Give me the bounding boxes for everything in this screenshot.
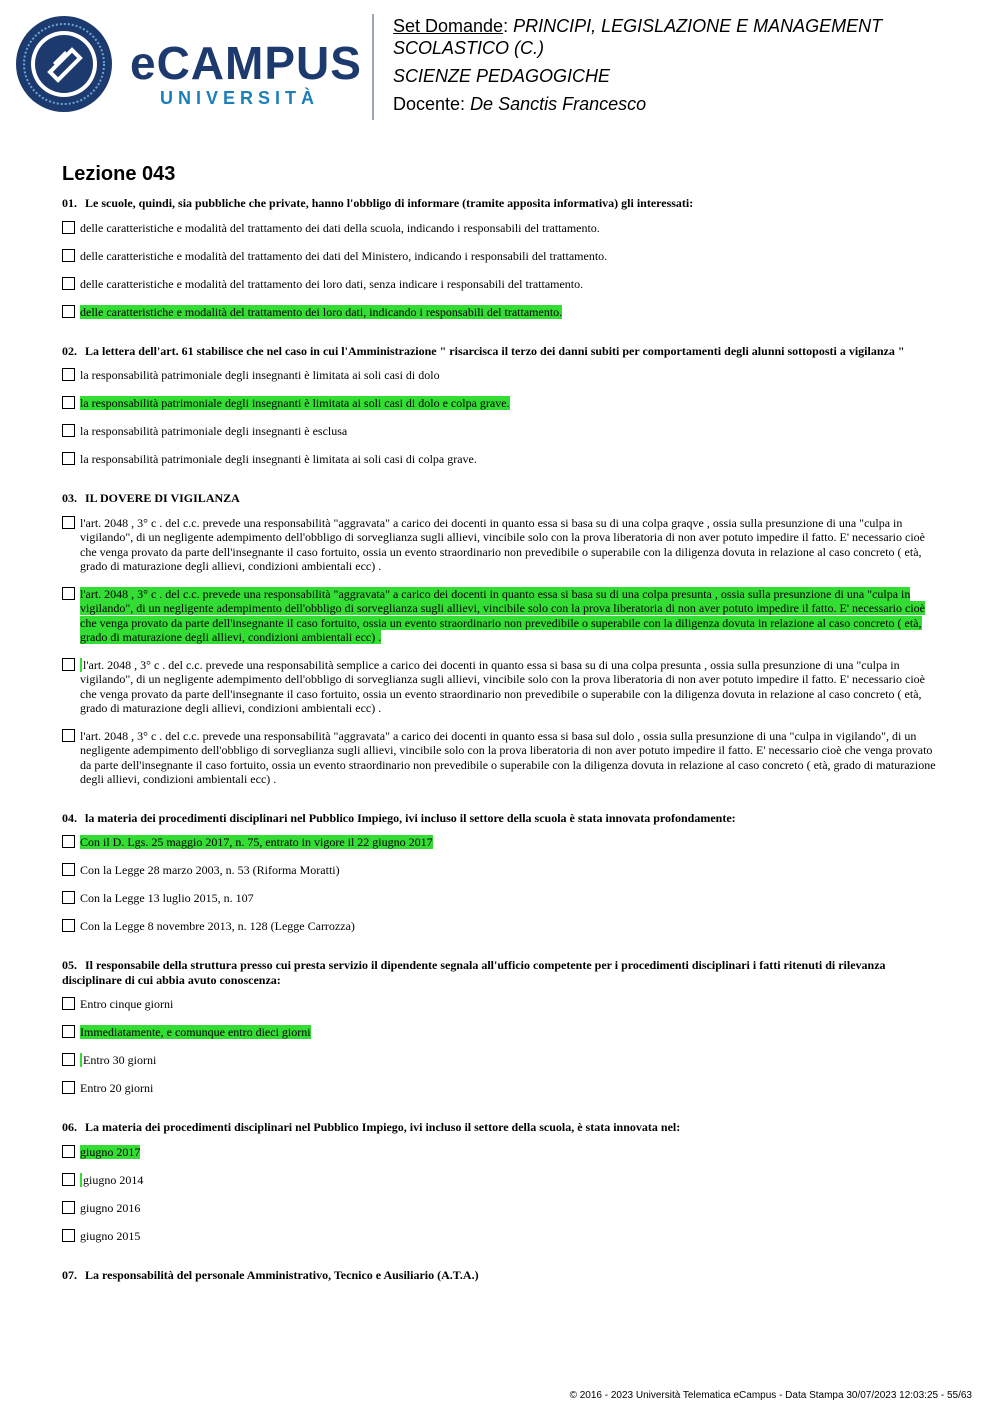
answer-text: giugno 2015 [80,1228,141,1243]
answer-checkbox[interactable] [62,1145,75,1158]
answer-checkbox[interactable] [62,1229,75,1242]
answer-text: giugno 2014 [83,1172,144,1187]
answer-text: l'art. 2048 , 3° c . del c.c. prevede una responsabilità semplice a carico dei docenti in quanto essa si basa su di una colpa presunta , ossia sulla presunzione di una "culpa in vigilando", di un negligente adempimento dell'obbligo di sorveglianza sugli allievi, vincibile solo con la prova liberatoria di non aver potuto impedire il fatto. E' necessario cioè che venga provato da parte dell'insegnante il caso fortuito, ossia un evento straordinario non prevedibile o superabile con la diligenza dovuta in relazione al caso concreto ( età, grado di maturazione degli allievi, condizioni ambientali ecc) . [80,657,925,715]
set-label: Set Domande [393,16,504,36]
answer-text: Con la Legge 13 luglio 2015, n. 107 [80,891,254,905]
answer-option [62,919,938,934]
answer-text: la responsabilità patrimoniale degli insegnanti è esclusa [80,424,348,438]
answer-checkbox[interactable] [62,1081,75,1094]
ecampus-seal-icon [14,14,114,114]
answer-text: Entro 20 giorni [80,1081,154,1095]
header-divider [372,14,374,120]
question-text: 03. IL DOVERE DI VIGILANZA [62,491,240,505]
answer-text-highlighted: giugno 2017 [80,1144,141,1159]
answer-checkbox[interactable] [62,919,75,932]
question-04 [62,811,938,935]
answer-checkbox[interactable] [62,1053,75,1066]
answer-checkbox[interactable] [62,891,75,904]
answer-checkbox[interactable] [62,305,75,318]
question-text: 02. La lettera dell'art. 61 stabilisce che nel caso in cui l'Amministrazione " risarcisca il terzo dei danni subiti per comportamenti degli alunni sottoposti a vigilanza " [62,343,905,358]
answer-option-correct [62,1145,938,1160]
header-info [393,15,983,121]
answer-text-highlighted: Con il D. Lgs. 25 maggio 2017, n. 75, entrato in vigore il 22 giugno 2017 [80,835,433,849]
answer-checkbox[interactable] [62,1173,75,1186]
answer-option [62,997,938,1012]
answer-option [62,368,938,383]
answer-checkbox[interactable] [62,249,75,262]
answer-checkbox[interactable] [62,658,75,671]
answer-text: delle caratteristiche e modalità del trattamento dei loro dati, senza indicare i responsabili del trattamento. [80,276,584,291]
question-05 [62,958,938,1096]
answer-checkbox[interactable] [62,516,75,529]
set-title: PRINCIPI, LEGISLAZIONE E MANAGEMENT SCOLASTICO (C.) [393,16,883,58]
set-row: Set Domande: PRINCIPI, LEGISLAZIONE E MANAGEMENT SCOLASTICO (C.) [393,16,883,58]
question-list [62,196,938,1296]
question-text: 06. La materia dei procedimenti disciplinari nel Pubblico Impiego, ivi incluso il settore della scuola, è stata innovata nel: [62,1120,681,1134]
answer-text: Entro 30 giorni [83,1053,157,1067]
highlight-marker [80,1053,82,1067]
answer-text: giugno 2016 [80,1200,141,1215]
answer-option [62,452,938,467]
answer-option-correct [62,305,938,320]
course-name: SCIENZE PEDAGOGICHE [393,66,611,86]
highlight-marker [80,1173,82,1187]
answer-option-correct [62,835,938,850]
answer-text-highlighted: Immediatamente, e comunque entro dieci giorni [80,1025,311,1039]
answer-checkbox[interactable] [62,396,75,409]
answer-option-correct [62,396,938,411]
answer-checkbox[interactable] [62,1025,75,1038]
answer-text-highlighted: la responsabilità patrimoniale degli insegnanti è limitata ai soli casi di dolo e colpa grave. [80,396,510,410]
answer-checkbox[interactable] [62,368,75,381]
answer-option [62,1173,938,1188]
answer-text: l'art. 2048 , 3° c . del c.c. prevede una responsabilità "aggravata" a carico dei docenti in quanto essa si basa sul dolo , ossia sulla presunzione di una "culpa in vigilando", di un negligente adempimento dell'obbligo di sorveglianza sugli allievi, vincibile solo con la prova liberatoria di non aver potuto impedire il fatto. E' necessario cioè che venga provato da parte dell'insegnante il caso fortuito, ossia un evento straordinario non prevedibile o superabile con la diligenza dovuta in relazione al caso concreto ( età, grado di maturazione degli allievi, condizioni ambientali ecc) . [80,728,936,786]
question-02 [62,344,938,468]
logo-subtitle: UNIVERSITÀ [160,88,320,108]
answer-option [62,1081,938,1096]
question-07 [62,1268,938,1283]
answer-option [62,1053,938,1068]
question-01 [62,196,938,320]
answer-checkbox[interactable] [62,835,75,848]
answer-text: l'art. 2048 , 3° c . del c.c. prevede una responsabilità "aggravata" a carico dei docenti in quanto essa si basa su di una colpa graqve , ossia sulla presunzione di una "culpa in vigilando", di un negligente adempimento dell'obbligo di sorveglianza sugli allievi, vincibile solo con la prova liberatoria di non aver potuto impedire il fatto. E' necessario cioè che venga provato da parte dell'insegnante il caso fortuito, ossia un evento straordinario non prevedibile o superabile con la diligenza dovuta in relazione al caso concreto ( età, grado di maturazione degli allievi, condizioni ambientali ecc) . [80,515,925,573]
answer-text: Con la Legge 28 marzo 2003, n. 53 (Riforma Moratti) [80,863,340,877]
answer-option [62,863,938,878]
answer-text-highlighted: delle caratteristiche e modalità del trattamento dei loro dati, indicando i responsabili del trattamento. [80,304,563,319]
page-header [0,0,1000,130]
answer-option [62,277,938,292]
answer-option [62,891,938,906]
answer-option [62,1229,938,1244]
lesson-title: Lezione 043 [62,163,176,185]
highlight-marker [80,658,82,672]
answer-option [62,249,938,264]
answer-option [62,729,938,787]
answer-text: la responsabilità patrimoniale degli insegnanti è limitata ai soli casi di dolo [80,368,440,382]
answer-text: Con la Legge 8 novembre 2013, n. 128 (Legge Carrozza) [80,919,355,933]
page-footer: © 2016 - 2023 Università Telematica eCampus - Data Stampa 30/07/2023 12:03:25 - 55/63 [569,1390,972,1401]
course-row [393,65,983,87]
docente-label: Docente: [393,94,466,114]
question-text: 07. La responsabilità del personale Amministrativo, Tecnico e Ausiliario (A.T.A.) [62,1267,479,1282]
answer-checkbox[interactable] [62,424,75,437]
docente-name: De Sanctis Francesco [470,94,647,114]
question-text: 01. Le scuole, quindi, sia pubbliche che private, hanno l'obbligo di informare (tramite apposita informativa) gli interessati: [62,196,694,210]
docente-row [393,93,983,115]
answer-checkbox[interactable] [62,729,75,742]
question-text: 05. Il responsabile della struttura presso cui presta servizio il dipendente segnala all'ufficio competente per i procedimenti disciplinari i fatti ritenuti di rilevanza disciplinare di cui abbia avuto conoscenza: [62,958,886,987]
answer-checkbox[interactable] [62,587,75,600]
answer-checkbox[interactable] [62,221,75,234]
logo-wordmark: eCAMPUS [130,37,362,89]
answer-text: delle caratteristiche e modalità del trattamento dei dati del Ministero, indicando i responsabili del trattamento. [80,248,608,263]
answer-text: delle caratteristiche e modalità del trattamento dei dati della scuola, indicando i responsabili del trattamento. [80,220,600,235]
answer-text-highlighted: l'art. 2048 , 3° c . del c.c. prevede una responsabilità "aggravata" a carico dei docenti in quanto essa si basa su di una colpa presunta , ossia sulla presunzione di una "culpa in vigilando", di un negligente adempimento dell'obbligo di sorveglianza sugli allievi, vincibile solo con la prova liberatoria di non aver potuto impedire il fatto. E' necessario cioè che venga provato da parte dell'insegnante il caso fortuito, ossia un evento straordinario non prevedibile o superabile con la diligenza dovuta in relazione al caso concreto ( età, grado di maturazione degli allievi, condizioni ambientali ecc) . [80,586,925,644]
answer-option [62,516,938,574]
answer-checkbox[interactable] [62,1201,75,1214]
answer-checkbox[interactable] [62,997,75,1010]
answer-checkbox[interactable] [62,863,75,876]
question-text: 04. la materia dei procedimenti disciplinari nel Pubblico Impiego, ivi incluso il settore della scuola è stata innovata profondamente: [62,810,736,825]
answer-option [62,658,938,716]
answer-option [62,221,938,236]
question-03 [62,491,938,787]
question-06 [62,1120,938,1244]
answer-checkbox[interactable] [62,452,75,465]
answer-checkbox[interactable] [62,277,75,290]
answer-option-correct [62,587,938,645]
answer-option-correct [62,1025,938,1040]
answer-text: la responsabilità patrimoniale degli insegnanti è limitata ai soli casi di colpa grave. [80,452,477,466]
answer-option [62,1201,938,1216]
answer-option [62,424,938,439]
answer-text: Entro cinque giorni [80,997,174,1011]
